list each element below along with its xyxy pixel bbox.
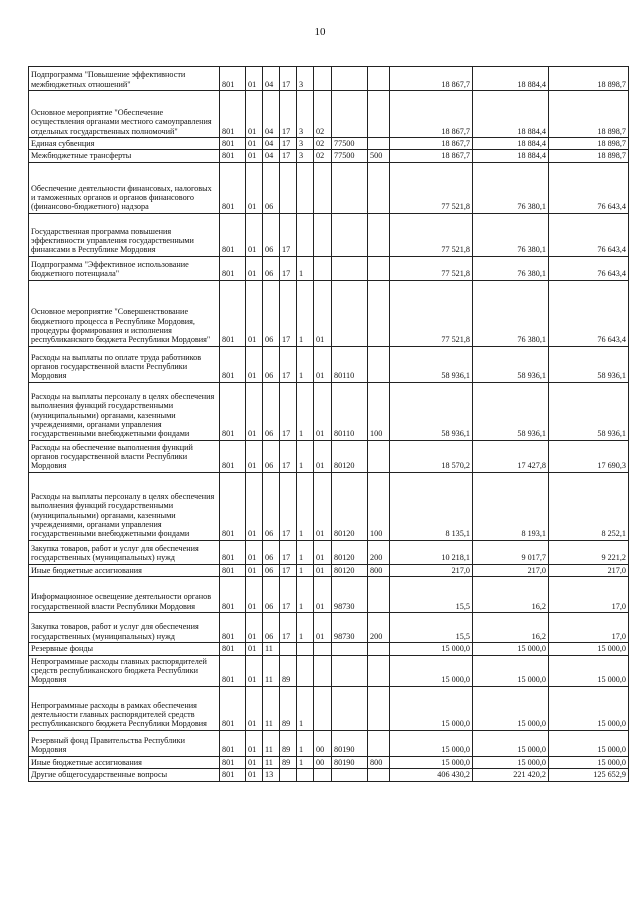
code-cell [332, 256, 368, 280]
row-name: Резервные фонды [29, 643, 220, 655]
code-cell: 01 [246, 613, 263, 643]
table-row [29, 540, 629, 564]
code-cell: 13 [263, 769, 280, 781]
row-name: Информационное освещение деятельности органов государственной власти Республики Мордовия [29, 577, 220, 613]
amount-cell: 18 898,7 [549, 91, 629, 138]
amount-cell: 58 936,1 [549, 346, 629, 382]
code-cell: 00 [314, 756, 332, 768]
code-cell: 01 [246, 213, 263, 256]
code-cell: 1 [297, 382, 314, 440]
amount-cell: 17 690,3 [549, 440, 629, 472]
code-cell: 17 [280, 67, 297, 91]
code-cell: 801 [220, 91, 246, 138]
code-cell: 1 [297, 280, 314, 346]
amount-cell: 15 000,0 [390, 730, 473, 756]
amount-cell: 17 427,8 [473, 440, 549, 472]
code-cell: 01 [246, 730, 263, 756]
amount-cell: 18 867,7 [390, 91, 473, 138]
code-cell [332, 643, 368, 655]
amount-cell: 15 000,0 [549, 756, 629, 768]
code-cell: 01 [314, 472, 332, 540]
code-cell: 801 [220, 256, 246, 280]
table-row [29, 440, 629, 472]
table-row [29, 655, 629, 686]
code-cell: 1 [297, 564, 314, 576]
code-cell: 1 [297, 756, 314, 768]
code-cell: 80110 [332, 382, 368, 440]
code-cell: 77500 [332, 150, 368, 162]
code-cell: 17 [280, 346, 297, 382]
amount-cell: 76 643,4 [549, 280, 629, 346]
code-cell: 1 [297, 577, 314, 613]
code-cell: 01 [246, 540, 263, 564]
code-cell [332, 769, 368, 781]
code-cell [368, 280, 390, 346]
code-cell: 801 [220, 382, 246, 440]
amount-cell: 15 000,0 [549, 655, 629, 686]
code-cell: 801 [220, 686, 246, 730]
code-cell: 89 [280, 730, 297, 756]
code-cell: 17 [280, 540, 297, 564]
amount-cell: 15 000,0 [473, 686, 549, 730]
code-cell: 17 [280, 382, 297, 440]
code-cell: 1 [297, 472, 314, 540]
amount-cell: 77 521,8 [390, 213, 473, 256]
amount-cell: 58 936,1 [473, 346, 549, 382]
code-cell [297, 643, 314, 655]
row-name: Закупка товаров, работ и услуг для обеспечения государственных (муниципальных) нужд [29, 613, 220, 643]
code-cell [368, 213, 390, 256]
row-name: Основное мероприятие "Обеспечение осуществления органами местного самоуправления отдельных государственных полномочий" [29, 91, 220, 138]
code-cell: 801 [220, 213, 246, 256]
code-cell: 801 [220, 643, 246, 655]
code-cell: 801 [220, 564, 246, 576]
table-row [29, 564, 629, 576]
table-row [29, 138, 629, 150]
amount-cell: 18 867,7 [390, 150, 473, 162]
row-name: Резервный фонд Правительства Республики Мордовия [29, 730, 220, 756]
row-name: Основное мероприятие "Совершенствование бюджетного процесса в Республике Мордовия, процедуры формирования и исполнения республиканского бюджета Республики Мордовия" [29, 280, 220, 346]
code-cell: 98730 [332, 577, 368, 613]
row-name: Единая субвенция [29, 138, 220, 150]
code-cell [368, 730, 390, 756]
amount-cell: 125 652,9 [549, 769, 629, 781]
code-cell: 01 [246, 162, 263, 213]
code-cell: 01 [246, 756, 263, 768]
code-cell: 801 [220, 472, 246, 540]
code-cell: 06 [263, 577, 280, 613]
code-cell: 01 [314, 540, 332, 564]
code-cell: 1 [297, 686, 314, 730]
code-cell: 89 [280, 655, 297, 686]
code-cell [368, 769, 390, 781]
amount-cell: 18 570,2 [390, 440, 473, 472]
code-cell: 01 [314, 613, 332, 643]
amount-cell: 18 884,4 [473, 138, 549, 150]
amount-cell: 76 380,1 [473, 256, 549, 280]
code-cell: 01 [246, 440, 263, 472]
code-cell: 11 [263, 756, 280, 768]
code-cell: 80110 [332, 346, 368, 382]
code-cell [368, 346, 390, 382]
amount-cell: 15 000,0 [473, 643, 549, 655]
amount-cell: 77 521,8 [390, 256, 473, 280]
code-cell: 06 [263, 540, 280, 564]
code-cell: 01 [246, 91, 263, 138]
code-cell: 80120 [332, 472, 368, 540]
row-name: Подпрограмма "Эффективное использование бюджетного потенциала" [29, 256, 220, 280]
table-row [29, 280, 629, 346]
code-cell: 801 [220, 440, 246, 472]
amount-cell: 76 643,4 [549, 256, 629, 280]
code-cell: 02 [314, 150, 332, 162]
code-cell [368, 577, 390, 613]
code-cell: 801 [220, 138, 246, 150]
row-name: Расходы на выплаты персоналу в целях обеспечения выполнения функций государственными (муниципальными) органами, казенными учреждениями, органами управления государственными внебюджетными фондами [29, 382, 220, 440]
code-cell [314, 256, 332, 280]
table-row [29, 686, 629, 730]
amount-cell: 10 218,1 [390, 540, 473, 564]
amount-cell: 8 193,1 [473, 472, 549, 540]
code-cell [368, 440, 390, 472]
amount-cell: 58 936,1 [473, 382, 549, 440]
code-cell: 11 [263, 730, 280, 756]
code-cell: 1 [297, 346, 314, 382]
code-cell: 06 [263, 472, 280, 540]
row-name: Непрограммные расходы в рамках обеспечения деятельности главных распорядителей средств республиканского бюджета Республики Мордовия [29, 686, 220, 730]
code-cell: 3 [297, 138, 314, 150]
amount-cell: 217,0 [473, 564, 549, 576]
code-cell: 80120 [332, 440, 368, 472]
code-cell: 02 [314, 91, 332, 138]
amount-cell: 77 521,8 [390, 280, 473, 346]
code-cell: 01 [246, 643, 263, 655]
amount-cell: 58 936,1 [390, 382, 473, 440]
code-cell: 11 [263, 655, 280, 686]
table-row [29, 213, 629, 256]
amount-cell: 18 867,7 [390, 67, 473, 91]
table-row [29, 346, 629, 382]
row-name: Расходы на выплаты по оплате труда работников органов государственной власти Республики Мордовия [29, 346, 220, 382]
table-row [29, 756, 629, 768]
table-row [29, 162, 629, 213]
code-cell: 801 [220, 162, 246, 213]
code-cell [280, 162, 297, 213]
code-cell: 01 [314, 382, 332, 440]
row-name: Иные бюджетные ассигнования [29, 564, 220, 576]
code-cell: 01 [246, 577, 263, 613]
amount-cell: 217,0 [390, 564, 473, 576]
code-cell: 01 [314, 346, 332, 382]
code-cell: 1 [297, 730, 314, 756]
code-cell: 04 [263, 150, 280, 162]
code-cell [280, 643, 297, 655]
code-cell: 801 [220, 67, 246, 91]
code-cell: 100 [368, 382, 390, 440]
code-cell: 06 [263, 564, 280, 576]
code-cell: 801 [220, 346, 246, 382]
code-cell: 01 [246, 138, 263, 150]
table-row [29, 472, 629, 540]
code-cell: 801 [220, 613, 246, 643]
code-cell: 06 [263, 162, 280, 213]
code-cell: 01 [246, 256, 263, 280]
amount-cell: 8 252,1 [549, 472, 629, 540]
amount-cell: 58 936,1 [390, 346, 473, 382]
amount-cell: 16,2 [473, 577, 549, 613]
code-cell: 06 [263, 280, 280, 346]
amount-cell: 16,2 [473, 613, 549, 643]
amount-cell: 9 221,2 [549, 540, 629, 564]
code-cell: 11 [263, 643, 280, 655]
code-cell: 04 [263, 138, 280, 150]
code-cell: 801 [220, 655, 246, 686]
code-cell: 1 [297, 540, 314, 564]
amount-cell: 77 521,8 [390, 162, 473, 213]
amount-cell: 18 867,7 [390, 138, 473, 150]
amount-cell: 9 017,7 [473, 540, 549, 564]
code-cell: 1 [297, 613, 314, 643]
table-row [29, 150, 629, 162]
code-cell [332, 91, 368, 138]
code-cell [332, 67, 368, 91]
code-cell [297, 655, 314, 686]
row-name: Расходы на выплаты персоналу в целях обеспечения выполнения функций государственными (муниципальными) органами, казенными учреждениями, органами управления государственными внебюджетными фондами [29, 472, 220, 540]
code-cell: 04 [263, 67, 280, 91]
code-cell [368, 91, 390, 138]
amount-cell: 15 000,0 [473, 730, 549, 756]
amount-cell: 18 898,7 [549, 67, 629, 91]
row-name: Другие общегосударственные вопросы [29, 769, 220, 781]
amount-cell: 15 000,0 [390, 686, 473, 730]
amount-cell: 76 643,4 [549, 162, 629, 213]
code-cell: 80190 [332, 756, 368, 768]
code-cell: 01 [246, 655, 263, 686]
code-cell [368, 256, 390, 280]
code-cell: 06 [263, 256, 280, 280]
amount-cell: 18 898,7 [549, 138, 629, 150]
amount-cell: 15,5 [390, 577, 473, 613]
code-cell [314, 643, 332, 655]
code-cell: 06 [263, 382, 280, 440]
code-cell: 17 [280, 564, 297, 576]
amount-cell: 15 000,0 [390, 643, 473, 655]
code-cell: 01 [314, 564, 332, 576]
code-cell [368, 655, 390, 686]
code-cell: 17 [280, 91, 297, 138]
code-cell: 100 [368, 472, 390, 540]
code-cell: 801 [220, 756, 246, 768]
amount-cell: 15 000,0 [549, 643, 629, 655]
code-cell [332, 280, 368, 346]
table-row [29, 577, 629, 613]
amount-cell: 221 420,2 [473, 769, 549, 781]
code-cell: 06 [263, 213, 280, 256]
row-name: Обеспечение деятельности финансовых, налоговых и таможенных органов и органов финансового (финансово-бюджетного) надзора [29, 162, 220, 213]
amount-cell: 15 000,0 [549, 686, 629, 730]
budget-table [28, 66, 629, 782]
code-cell: 17 [280, 280, 297, 346]
code-cell: 800 [368, 564, 390, 576]
code-cell: 80120 [332, 564, 368, 576]
code-cell: 1 [297, 256, 314, 280]
code-cell: 801 [220, 540, 246, 564]
code-cell: 3 [297, 91, 314, 138]
code-cell [314, 686, 332, 730]
code-cell: 801 [220, 730, 246, 756]
code-cell: 98730 [332, 613, 368, 643]
code-cell: 02 [314, 138, 332, 150]
code-cell [368, 643, 390, 655]
code-cell: 00 [314, 730, 332, 756]
amount-cell: 76 380,1 [473, 213, 549, 256]
table-row [29, 643, 629, 655]
code-cell: 17 [280, 150, 297, 162]
code-cell [297, 769, 314, 781]
amount-cell: 18 884,4 [473, 67, 549, 91]
code-cell: 3 [297, 67, 314, 91]
code-cell [368, 138, 390, 150]
code-cell: 80190 [332, 730, 368, 756]
code-cell: 89 [280, 686, 297, 730]
code-cell: 801 [220, 150, 246, 162]
amount-cell: 217,0 [549, 564, 629, 576]
amount-cell: 8 135,1 [390, 472, 473, 540]
table-row [29, 256, 629, 280]
code-cell [368, 162, 390, 213]
code-cell: 801 [220, 280, 246, 346]
code-cell: 17 [280, 138, 297, 150]
code-cell [332, 213, 368, 256]
amount-cell: 15 000,0 [473, 756, 549, 768]
code-cell [368, 67, 390, 91]
code-cell: 89 [280, 756, 297, 768]
code-cell: 01 [314, 280, 332, 346]
code-cell: 800 [368, 756, 390, 768]
amount-cell: 58 936,1 [549, 382, 629, 440]
code-cell [314, 213, 332, 256]
amount-cell: 17,0 [549, 577, 629, 613]
code-cell [297, 213, 314, 256]
code-cell [368, 686, 390, 730]
code-cell: 01 [246, 472, 263, 540]
code-cell [314, 769, 332, 781]
amount-cell: 76 380,1 [473, 280, 549, 346]
code-cell: 3 [297, 150, 314, 162]
amount-cell: 15 000,0 [390, 655, 473, 686]
code-cell: 17 [280, 256, 297, 280]
code-cell: 17 [280, 440, 297, 472]
code-cell: 01 [246, 67, 263, 91]
code-cell: 01 [246, 769, 263, 781]
code-cell [314, 162, 332, 213]
amount-cell: 15 000,0 [473, 655, 549, 686]
code-cell [314, 655, 332, 686]
code-cell: 17 [280, 472, 297, 540]
amount-cell: 15 000,0 [390, 756, 473, 768]
amount-cell: 76 380,1 [473, 162, 549, 213]
amount-cell: 15,5 [390, 613, 473, 643]
row-name: Непрограммные расходы главных распорядителей средств республиканского бюджета Республики Мордовия [29, 655, 220, 686]
code-cell: 801 [220, 577, 246, 613]
code-cell: 01 [314, 577, 332, 613]
code-cell: 01 [246, 382, 263, 440]
code-cell: 17 [280, 213, 297, 256]
row-name: Государственная программа повышения эффективности управления государственными финансами в Республике Мордовия [29, 213, 220, 256]
table-row [29, 382, 629, 440]
table-row [29, 613, 629, 643]
amount-cell: 18 898,7 [549, 150, 629, 162]
code-cell [332, 162, 368, 213]
code-cell: 801 [220, 769, 246, 781]
code-cell: 01 [246, 686, 263, 730]
table-body [29, 67, 629, 782]
code-cell: 77500 [332, 138, 368, 150]
code-cell [332, 686, 368, 730]
table-row [29, 730, 629, 756]
code-cell [280, 769, 297, 781]
table-row [29, 769, 629, 781]
page-number: 10 [314, 26, 326, 38]
table-row [29, 67, 629, 91]
code-cell [297, 162, 314, 213]
amount-cell: 76 643,4 [549, 213, 629, 256]
code-cell: 200 [368, 540, 390, 564]
amount-cell: 15 000,0 [549, 730, 629, 756]
code-cell: 04 [263, 91, 280, 138]
row-name: Иные бюджетные ассигнования [29, 756, 220, 768]
code-cell: 500 [368, 150, 390, 162]
code-cell: 01 [246, 150, 263, 162]
code-cell: 11 [263, 686, 280, 730]
amount-cell: 18 884,4 [473, 150, 549, 162]
code-cell: 1 [297, 440, 314, 472]
code-cell [332, 655, 368, 686]
code-cell: 06 [263, 613, 280, 643]
code-cell: 06 [263, 346, 280, 382]
amount-cell: 406 430,2 [390, 769, 473, 781]
row-name: Расходы на обеспечение выполнения функций органов государственной власти Республики Мордовия [29, 440, 220, 472]
row-name: Межбюджетные трансферты [29, 150, 220, 162]
amount-cell: 17,0 [549, 613, 629, 643]
code-cell: 200 [368, 613, 390, 643]
code-cell: 01 [246, 564, 263, 576]
table-row [29, 91, 629, 138]
code-cell: 01 [246, 280, 263, 346]
code-cell: 17 [280, 613, 297, 643]
row-name: Закупка товаров, работ и услуг для обеспечения государственных (муниципальных) нужд [29, 540, 220, 564]
code-cell: 80120 [332, 540, 368, 564]
row-name: Подпрограмма "Повышение эффективности межбюджетных отношений" [29, 67, 220, 91]
code-cell: 17 [280, 577, 297, 613]
code-cell: 06 [263, 440, 280, 472]
code-cell: 01 [314, 440, 332, 472]
amount-cell: 18 884,4 [473, 91, 549, 138]
code-cell: 01 [246, 346, 263, 382]
code-cell [314, 67, 332, 91]
